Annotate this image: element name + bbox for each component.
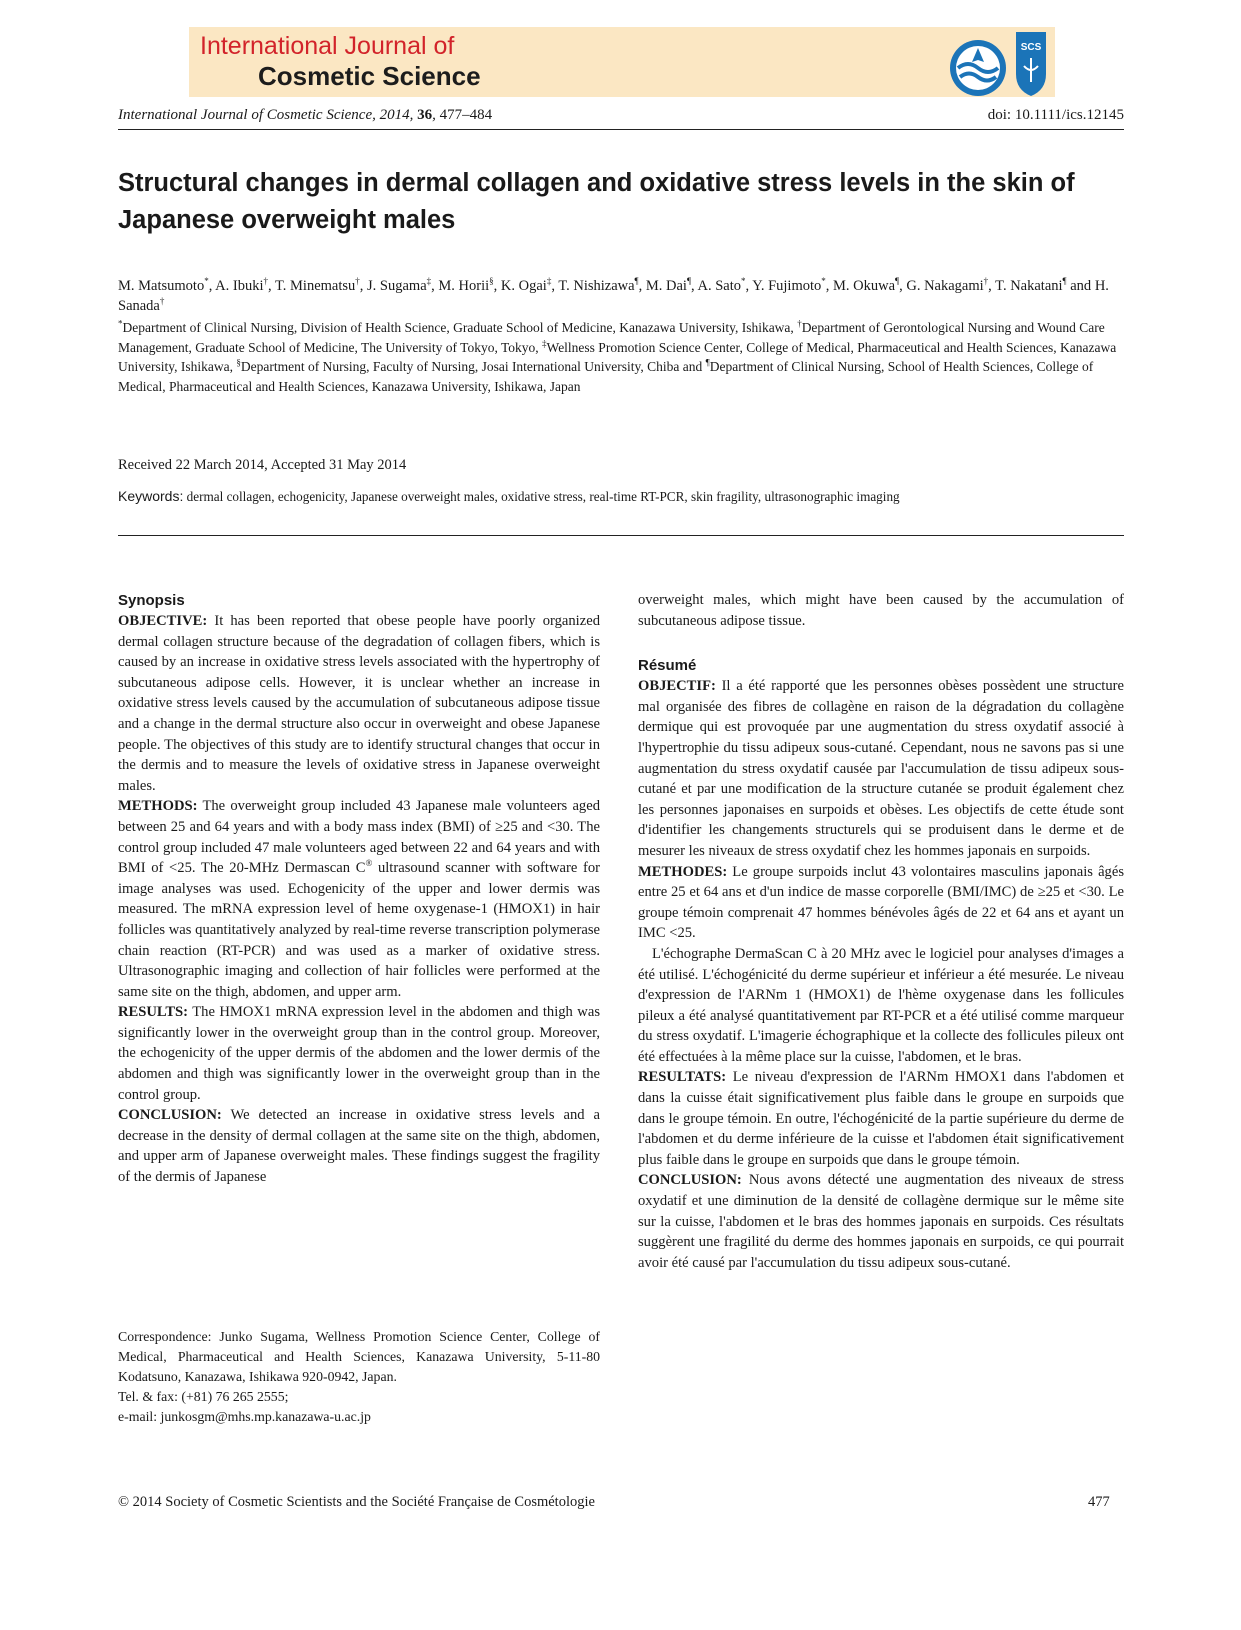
affiliation-mark: ‡ — [542, 338, 547, 348]
author-affiliation-mark: § — [489, 276, 494, 287]
synopsis-results — [118, 1002, 600, 1105]
correspondence-address: Correspondence: Junko Sugama, Wellness Promotion Science Center, College of Medical, Pharmaceutical and Health Sciences, Kanazawa University, 5-11-80 Kodatsuno, Kanazawa, Ishikawa 920-0942, Japan. — [118, 1329, 600, 1384]
author-affiliation-mark: † — [983, 276, 989, 287]
keywords — [118, 488, 1128, 505]
author-name: T. Nishizawa — [558, 278, 635, 294]
right-column — [638, 590, 1124, 1273]
author-name: J. Sugama — [367, 278, 427, 294]
objectif-text: Il a été rapporté que les personnes obèses possèdent une structure mal organisée des fibres de collagène en raison de la dégradation du collagène dermique qui est provoquée par une augmentation du stress oxydatif associé à l'hypertrophie du tissu adipeux sous-cutané. Cependant, nous ne savons pas si une augmentation du stress oxydatif causée par l'accumulation de tissu adipeux sous-cutané et par une modification de la structure cutanée se produit également chez les personnes japonaises en surpoids et obèses. Les objectifs de cette étude sont d'identifier les changements structurels qui se produisent dans le derme et de mesurer les niveaux de stress oxydatif chez les hommes japonais en surpoids. — [638, 678, 1124, 859]
affiliation-text: Wellness Promotion Science Center, College of Medical, Pharmaceutical and Health Sciences, Kanazawa University, Ishikawa, — [118, 339, 1117, 374]
methods-text-a: The overweight group included 43 Japanese male volunteers aged between 25 and 64 years and with a body mass index (BMI) of ≥25 and <30. The control group included 47 male volunteers aged between 22 and 64 years and with BMI of <25. The 20-MHz Dermascan C — [118, 798, 601, 877]
author-affiliation-mark: ¶ — [634, 276, 639, 287]
society-emblem-icon — [948, 38, 1008, 98]
affiliation-text: Department of Gerontological Nursing and Wound Care Management, Graduate School of Medicine, The University of Tokyo, Tokyo, — [118, 320, 1105, 355]
results-text: The HMOX1 mRNA expression level in the abdomen and thigh was significantly lower in the overweight group than in the control group. Moreover, the echogenicity of the upper dermis of the abdomen and the lower dermis of the abdomen and thigh was significantly lower in the overweight group than in the control group. — [118, 1004, 600, 1103]
keywords-label: Keywords: — [118, 488, 184, 504]
author-affiliation-mark: ¶ — [1062, 276, 1067, 287]
author-list: M. Matsumoto*, A. Ibuki†, T. Minematsu†, J. Sugama‡, M. Horii§, K. Ogai‡, T. Nishizawa¶, M. Dai¶, A. Sato*, Y. Fujimoto*, M. Okuwa¶, G. Nakagami†, T. Nakatani¶ and H. Sanada† — [118, 276, 1109, 314]
affiliations — [118, 318, 1128, 396]
citation-journal: International Journal of Cosmetic Science — [118, 107, 373, 123]
objective-text: It has been reported that obese people have poorly organized dermal collagen structure because of the degradation of collagen fibers, which is caused by an increase in oxidative stress levels associated with the hypertrophy of subcutaneous adipose cells. However, it is unclear whether an increase in oxidative stress levels caused by the accumulation of subcutaneous adipose tissue and a change in the dermal structure also occur in overweight and obese Japanese people. The objectives of this study are to identify structural changes that occur in the dermis and to measure the levels of oxidative stress in Japanese overweight males. — [118, 613, 600, 794]
running-header — [118, 107, 1124, 130]
citation-pages: 477–484 — [439, 107, 493, 123]
citation-volume: 36 — [417, 107, 433, 123]
author-name: M. Horii — [438, 278, 490, 294]
correspondence-email[interactable]: e-mail: junkosgm@mhs.mp.kanazawa-u.ac.jp — [118, 1409, 371, 1424]
author-name: Y. Fujimoto — [752, 278, 822, 294]
author-affiliation-mark: ‡ — [546, 276, 552, 287]
author-affiliation-mark: † — [355, 276, 360, 287]
resume-heading: Résumé — [638, 657, 697, 675]
author-affiliation-mark: ¶ — [895, 276, 900, 287]
resume-resultats — [638, 1067, 1124, 1170]
author-name: K. Ogai — [500, 278, 547, 294]
author-affiliation-mark: * — [741, 276, 746, 287]
objective-label: OBJECTIVE: — [118, 613, 208, 629]
affiliation-mark: ¶ — [705, 357, 710, 368]
resume-methodes — [638, 862, 1124, 944]
affiliation-text: Department of Clinical Nursing, Division of Health Science, Graduate School of Medicine, Kanazawa University, Ishikawa, — [122, 320, 798, 335]
synopsis-conclusion — [118, 1105, 600, 1187]
conclusion-label: CONCLUSION: — [118, 1107, 222, 1124]
author-affiliation-mark: * — [821, 276, 826, 287]
methodes-label: METHODES: — [638, 863, 728, 880]
author-name: T. Nakatani — [995, 278, 1063, 294]
author-name: A. Sato — [697, 278, 741, 294]
author-affiliation-mark: * — [204, 276, 209, 287]
resume-conclusion — [638, 1170, 1124, 1273]
author-name: A. Ibuki — [215, 278, 264, 294]
scs-logo-label: SCS — [1020, 42, 1042, 53]
affiliation-text: Department of Nursing, Faculty of Nursing, Josai International University, Chiba and — [240, 359, 706, 374]
resume-methodes-continued: L'échographe DermaScan C à 20 MHz avec le logiciel pour analyses d'images a été utilisé. L'échogénicité du derme supérieur et inférieur a été mesurée. Le niveau d'expression de l'ARNm 1 (HMOX1) de l'hème oxygenase dans les follicules pileux a été analysé quantitativement par RT-PCR et a été utilisé comme marqueur du stress oxydatif. L'imagerie échographique et la collecte des follicules pileux ont été effectuées à la même place sur la cuisse, l'abdomen, et le bras. — [638, 945, 1124, 1065]
conclusion-text: We detected an increase in oxidative stress levels and a decrease in the density of dermal collagen at the same site on the thigh, abdomen, and upper arm of Japanese overweight males. These findings suggest the fragility of the dermis of Japanese — [118, 1107, 600, 1186]
page-number: 477 — [1088, 1494, 1110, 1510]
methods-text-b: ultrasound scanner with software for image analyses was used. Echogenicity of the upper and lower dermis was measured. The mRNA expression level of heme oxygenase-1 (HMOX1) in hair follicles was quantitatively analyzed by real-time reverse transcription polymerase chain reaction (RT-PCR) and was used as a marker of oxidative stress. Ultrasonographic imaging and collection of hair follicles were performed at the same site on the thigh, abdomen, and upper arm. — [118, 860, 600, 1000]
author-name: M. Okuwa — [833, 278, 896, 294]
affiliation-mark: † — [797, 318, 802, 329]
citation-year: 2014 — [379, 107, 410, 123]
methodes-text: Le groupe surpoids inclut 43 volontaires masculins japonais âgés entre 25 et 64 ans et d'un indice de masse corporelle (BMI/IMC) de ≥25 et <30. Le groupe témoin comprenait 47 hommes bénévoles âgés de 22 et 64 ans et ayant un IMC <25. — [638, 863, 1124, 942]
scs-shield-icon — [1014, 30, 1048, 98]
resume-conclusion-label: CONCLUSION: — [638, 1172, 742, 1189]
doi[interactable]: doi: 10.1111/ics.12145 — [987, 107, 1124, 123]
author-affiliation-mark: † — [263, 276, 268, 287]
header-divider — [118, 535, 1124, 536]
resultats-text: Le niveau d'expression de l'ARNm HMOX1 dans l'abdomen et dans la cuisse était significativement plus faible dans le groupe en surpoids que dans le groupe témoin. En outre, l'échogénicité de la partie supérieure du derme de l'abdomen et du derme inférieure de la cuisse et l'abdomen était significativement plus faible dans le groupe en surpoids que dans le groupe témoin. — [638, 1069, 1125, 1168]
author-affiliation-mark: † — [159, 296, 165, 307]
author-affiliation-mark: ¶ — [686, 276, 692, 287]
resume-conclusion-text: Nous avons détecté une augmentation des niveaux de stress oxydatif et une diminution de la densité de collagène dermique sur le même site sur la cuisse, l'abdomen et le bras des hommes japonais en surpoids. Ces résultats suggèrent une fragilité du derme des hommes japonais en surpoids, ce qui pourrait avoir été causé par l'accumulation du tissu adipeux sous-cutané. — [638, 1172, 1124, 1271]
methods-label: METHODS: — [118, 798, 198, 815]
synopsis-conclusion-continued: overweight males, which might have been caused by the accumulation of subcutaneous adipose tissue. — [638, 592, 1124, 629]
author-joiner: and — [1070, 278, 1092, 294]
copyright: © 2014 Society of Cosmetic Scientists and the Société Française de Cosmétologie — [118, 1494, 595, 1510]
synopsis-objective — [118, 611, 600, 796]
synopsis-methods — [118, 796, 600, 1002]
author-name: M. Matsumoto — [118, 278, 205, 294]
resume-objectif — [638, 676, 1124, 861]
journal-name-line2: Cosmetic Science — [258, 61, 481, 91]
author-affiliation-mark: ‡ — [426, 276, 432, 287]
left-column — [118, 590, 600, 1188]
author-name: T. Minematsu — [275, 278, 356, 294]
article-title: Structural changes in dermal collagen and oxidative stress levels in the skin of Japanese overweight males — [118, 169, 1075, 234]
journal-name-line1: International Journal of — [200, 32, 455, 60]
synopsis-heading: Synopsis — [118, 592, 185, 609]
affiliation-mark: § — [236, 357, 241, 368]
keywords-list: dermal collagen, echogenicity, Japanese overweight males, oxidative stress, real-time RT-PCR, skin fragility, ultrasonographic imaging — [186, 489, 900, 504]
correspondence — [118, 1327, 600, 1427]
author-name: G. Nakagami — [906, 278, 984, 294]
author-name: H. Sanada — [118, 278, 1109, 314]
objectif-label: OBJECTIF: — [638, 678, 716, 695]
author-name: M. Dai — [645, 278, 687, 294]
affiliation-mark: * — [118, 318, 123, 329]
citation: International Journal of Cosmetic Science, 2014, 36, 477–484 — [118, 107, 493, 123]
received-dates: Received 22 March 2014, Accepted 31 May 2014 — [118, 457, 407, 473]
resultats-label: RESULTATS: — [638, 1069, 727, 1086]
correspondence-tel: Tel. & fax: (+81) 76 265 2555; — [118, 1389, 289, 1404]
registered-mark: ® — [365, 858, 373, 869]
results-label: RESULTS: — [118, 1004, 189, 1021]
affiliation-text: Department of Clinical Nursing, School of Health Sciences, College of Medical, Pharmaceutical and Health Sciences, Kanazawa University, Ishikawa, Japan — [118, 359, 1094, 394]
